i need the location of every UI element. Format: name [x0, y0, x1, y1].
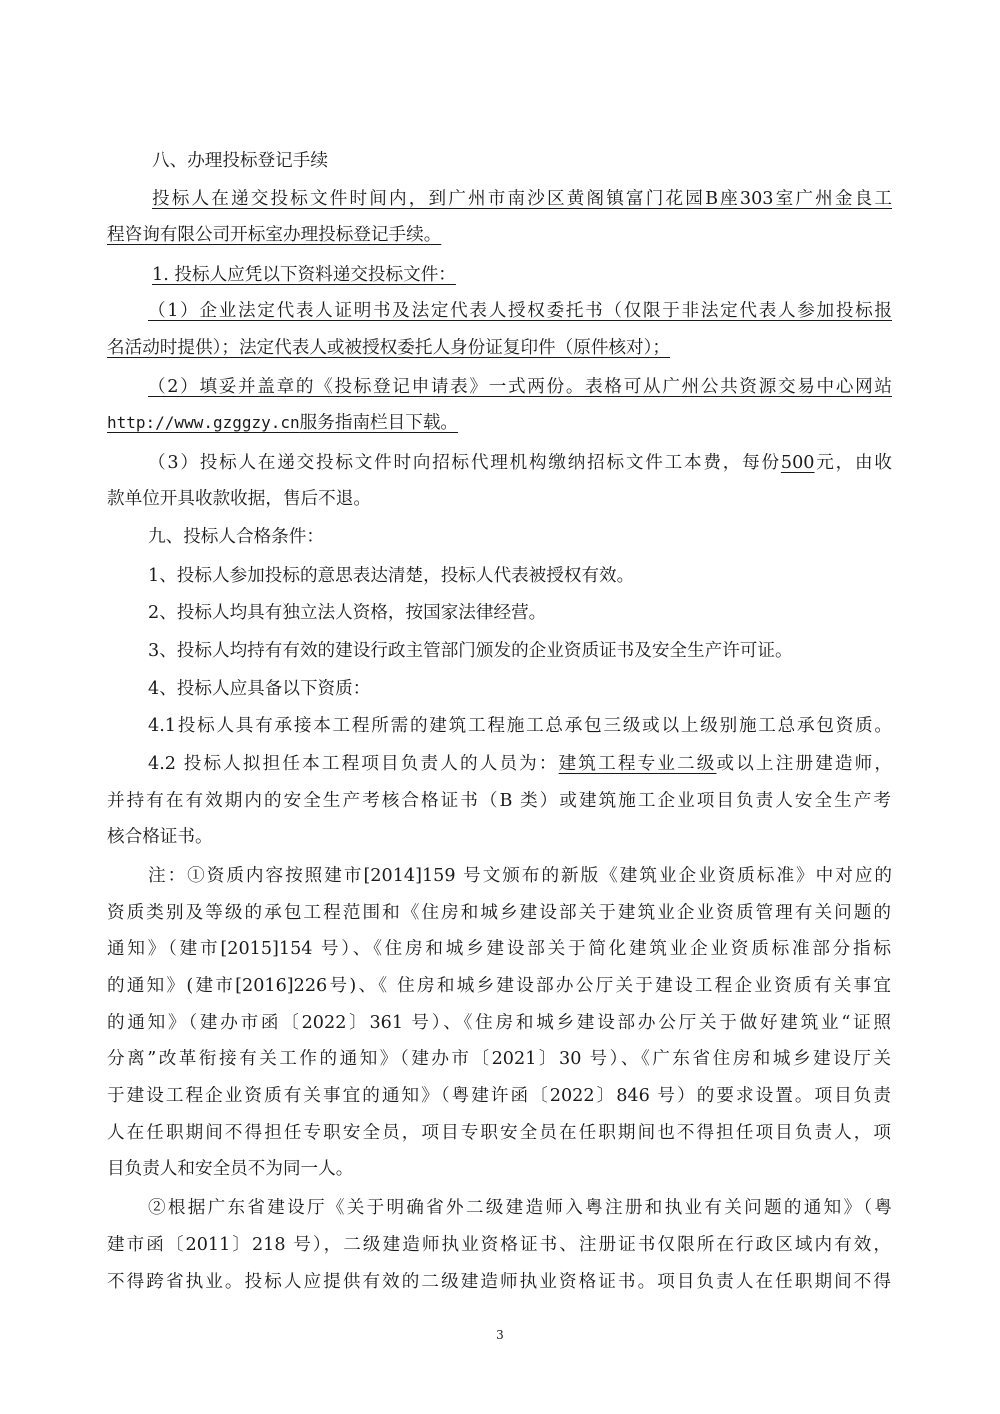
sub3-text-a: （3）投标人在递交投标文件时向招标代理机构缴纳招标文件工本费，每份 — [148, 453, 781, 473]
note2-line3: 不得跨省执业。投标人应提供有效的二级建造师执业资格证书。项目负责人在任职期间不得 — [107, 1272, 891, 1292]
condition-2: 2、投标人均具有独立法人资格，按国家法律经营。 — [148, 603, 547, 623]
note-line6: 分离”改革衔接有关工作的通知》（建办市〔2021〕30 号）、《广东省住房和城乡建设厅关 — [107, 1049, 891, 1069]
note-line8: 人在任职期间不得担任专职安全员，项目专职安全员在任职期间也不得担任项目负责人，项 — [107, 1123, 891, 1143]
note-line7: 于建设工程企业资质有关事宜的通知》（粤建许函〔2022〕846 号）的要求设置。项目负责 — [107, 1086, 891, 1106]
note-line5: 的通知》（建办市函〔2022〕361 号）、《住房和城乡建设部办公厅关于做好建筑业“证照 — [107, 1013, 891, 1033]
qualification-requirement: 建筑工程专业二级 — [558, 754, 717, 774]
sub2-line2-text: 服务指南栏目下载。 — [299, 413, 459, 433]
note-line4: 的通知》(建市[2016]226号)、《 住房和城乡建设部办公厅关于建设工程企业资质有关事宜 — [107, 976, 891, 996]
condition-4-2-line2: 并持有在有效期内的安全生产考核合格证书（B 类）或建筑施工企业项目负责人安全生产考 — [107, 791, 891, 811]
note-line3: 通知》（建市[2015]154 号）、《住房和城乡建设部关于简化建筑业企业资质标准部分指标 — [107, 939, 891, 959]
section9-heading: 九、投标人合格条件： — [148, 527, 324, 547]
note-line1: 注：①资质内容按照建市[2014]159 号文颁布的新版《建筑业企业资质标准》中对应的 — [148, 866, 892, 886]
item1-heading: 1. 投标人应凭以下资料递交投标文件： — [152, 265, 456, 285]
sub2-line2 — [107, 408, 891, 438]
sub1-line2: 名活动时提供）；法定代表人或被授权委托人身份证复印件（原件核对）； — [107, 338, 670, 358]
section8-heading: 八、办理投标登记手续 — [152, 151, 328, 171]
note2-line1: ②根据广东省建设厅《关于明确省外二级建造师入粤注册和执业有关问题的通知》（粤 — [148, 1198, 892, 1218]
website-url-link: http://www.gzggzy.cn — [107, 413, 300, 432]
sub3-text-b: 元，由收 — [814, 453, 892, 473]
sub3-line2: 款单位开具收款收据，售后不退。 — [107, 489, 371, 509]
condition-4-1: 4.1投标人具有承接本工程所需的建筑工程施工总承包三级或以上级别施工总承包资质。 — [148, 716, 892, 736]
fee-amount: 500 — [780, 453, 815, 473]
condition-4: 4、投标人应具备以下资质： — [148, 679, 371, 699]
sub3-line1 — [148, 448, 892, 478]
condition-1: 1、投标人参加投标的意思表达清楚，投标人代表被授权有效。 — [148, 566, 635, 586]
section8-intro-line1: 投标人在递交投标文件时间内，到广州市南沙区黄阁镇富门花园B座303室广州金良工 — [152, 189, 892, 209]
page-number: 3 — [496, 1328, 504, 1342]
sub2-line1: （2）填妥并盖章的《投标登记申请表》一式两份。表格可从广州公共资源交易中心网站 — [148, 377, 892, 397]
condition-4-2-line3: 核合格证书。 — [107, 827, 213, 847]
note2-line2: 建市函〔2011〕218 号），二级建造师执业资格证书、注册证书仅限所在行政区域内有效， — [107, 1235, 891, 1255]
condition-3: 3、投标人均持有有效的建设行政主管部门颁发的企业资质证书及安全生产许可证。 — [148, 641, 793, 661]
note-line9: 目负责人和安全员不为同一人。 — [107, 1159, 354, 1179]
condition-4-2-text-a: 4.2 投标人拟担任本工程项目负责人的人员为： — [148, 754, 559, 774]
condition-4-2-text-b: 或以上注册建造师， — [716, 754, 892, 774]
section8-intro-line2: 程咨询有限公司开标室办理投标登记手续。 — [107, 225, 442, 245]
note-line2: 资质类别及等级的承包工程范围和《住房和城乡建设部关于建筑业企业资质管理有关问题的 — [107, 903, 891, 923]
condition-4-2-line1 — [148, 749, 892, 779]
sub1-line1: （1）企业法定代表人证明书及法定代表人授权委托书（仅限于非法定代表人参加投标报 — [148, 301, 892, 321]
